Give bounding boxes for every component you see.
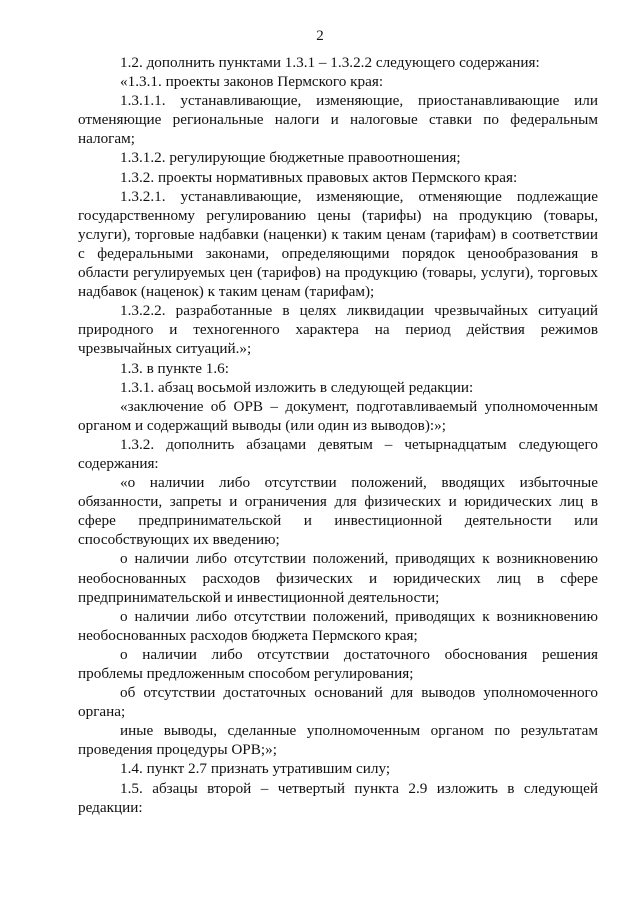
paragraph: «заключение об ОРВ – документ, подготавливаемый уполномоченным органом и содержащий выводы (или один из выводов):»;	[78, 397, 598, 434]
paragraph: о наличии либо отсутствии положений, приводящих к возникновению необоснованных расходов бюджета Пермского края;	[78, 607, 598, 644]
paragraph: 1.3.2. проекты нормативных правовых актов Пермского края:	[120, 168, 518, 186]
paragraph: 1.4. пункт 2.7 признать утратившим силу;	[120, 760, 391, 778]
paragraph: 1.3.2. дополнить абзацами девятым – четырнадцатым следующего содержания:	[78, 435, 598, 472]
paragraph: о наличии либо отсутствии положений, приводящих к возникновению необоснованных расходов физических и юридических лиц в сфере предпринимательской и инвестиционной деятельности;	[78, 550, 598, 606]
paragraph: 1.3. в пункте 1.6:	[120, 359, 229, 377]
paragraph: 1.3.1. абзац восьмой изложить в следующей редакции:	[120, 378, 474, 396]
paragraph: 1.3.2.2. разработанные в целях ликвидации чрезвычайных ситуаций природного и техногенного характера на период действия режимов чрезвычайных ситуаций.»;	[78, 302, 598, 358]
paragraph: иные выводы, сделанные уполномоченным органом по результатам проведения процедуры ОРВ;»;	[78, 722, 598, 759]
paragraph: 1.3.2.1. устанавливающие, изменяющие, отменяющие подлежащие государственному регулированию цены (тарифы) на продукцию (товары, услуги), торговые надбавки (наценки) к таким ценам (тарифам) в соответствии с федеральными законами, определяющими порядок ценообразования в области регулируемых цен (тарифов) на продукцию (товары, услуги), торговых надбавок (наценок) к таким ценам (тарифам);	[78, 187, 598, 301]
paragraph: 1.3.1.1. устанавливающие, изменяющие, приостанавливающие или отменяющие региональные налоги и налоговые ставки по федеральным налогам;	[78, 92, 598, 148]
page-number: 2	[316, 28, 324, 44]
paragraph: 1.3.1.2. регулирующие бюджетные правоотношения;	[120, 149, 461, 167]
paragraph: 1.2. дополнить пунктами 1.3.1 – 1.3.2.2 следующего содержания:	[120, 54, 540, 71]
paragraph: «1.3.1. проекты законов Пермского края:	[120, 73, 384, 91]
paragraph: 1.5. абзацы второй – четвертый пункта 2.9 изложить в следующей редакции:	[78, 779, 598, 816]
paragraph: о наличии либо отсутствии достаточного обоснования решения проблемы предложенным способом регулирования;	[78, 645, 598, 682]
paragraph: «о наличии либо отсутствии положений, вводящих избыточные обязанности, запреты и ограничения для физических и юридических лиц в сфере предпринимательской и инвестиционной деятельности или способствующих их введению;	[78, 474, 598, 549]
paragraph: об отсутствии достаточных оснований для выводов уполномоченного органа;	[78, 684, 598, 721]
